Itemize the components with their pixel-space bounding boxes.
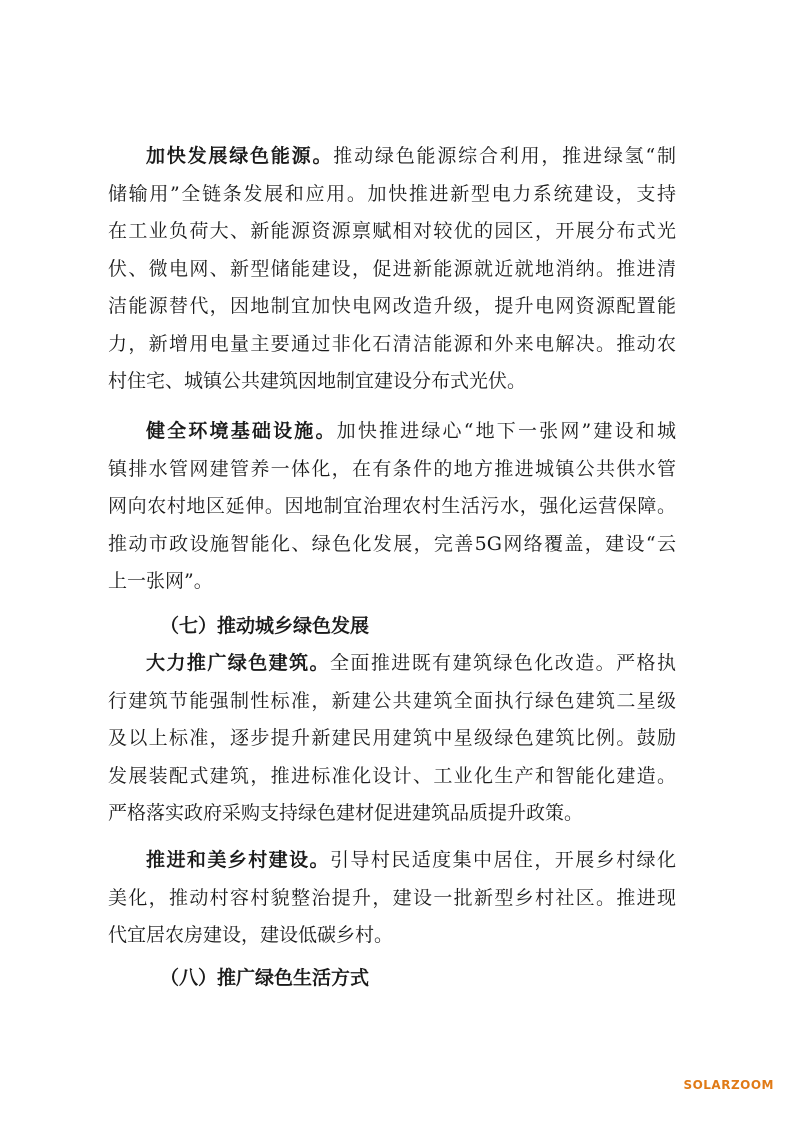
paragraph-lead: 加快发展绿色能源。 bbox=[146, 145, 334, 167]
paragraph-line: 美化，推动村容村貌整治提升，建设一批新型乡村社区。推进现 bbox=[108, 886, 676, 909]
paragraph-line: 及以上标准，逐步提升新建民用建筑中星级绿色建筑比例。鼓励 bbox=[108, 727, 676, 749]
paragraph-line: 上一张网”。 bbox=[108, 570, 213, 592]
paragraph-lead: 推进和美乡村建设。 bbox=[146, 849, 330, 871]
paragraph-rural-construction bbox=[108, 842, 676, 955]
paragraph-line: 洁能源替代，因地制宜加快电网改造升级，提升电网资源配置能 bbox=[108, 295, 676, 317]
paragraph-line: 储输用”全链条发展和应用。加快推进新型电力系统建设，支持 bbox=[108, 182, 676, 205]
paragraph-line: 村住宅、城镇公共建筑因地制宜建设分布式光伏。 bbox=[108, 370, 527, 392]
paragraph-lead: 健全环境基础设施。 bbox=[146, 420, 337, 442]
paragraph-line: 在工业负荷大、新能源资源禀赋相对较优的园区，开展分布式光 bbox=[108, 220, 676, 242]
paragraph-line: 镇排水管网建管养一体化，在有条件的地方推进城镇公共供水管 bbox=[108, 457, 676, 480]
paragraph-green-energy bbox=[108, 138, 676, 401]
paragraph-lead: 大力推广绿色建筑。 bbox=[146, 652, 330, 674]
paragraph-environment-infrastructure bbox=[108, 413, 676, 601]
paragraph-line: 严格落实政府采购支持绿色建材促进建筑品质提升政策。 bbox=[108, 802, 584, 824]
paragraph-line: 推动市政设施智能化、绿色化发展，完善5G网络覆盖，建设“云 bbox=[108, 532, 676, 555]
section-heading-7: （七）推动城乡绿色发展 bbox=[160, 615, 370, 637]
paragraph-green-buildings bbox=[108, 645, 676, 833]
section-heading-8: （八）推广绿色生活方式 bbox=[160, 967, 370, 989]
paragraph-line: 力，新增用电量主要通过非化石清洁能源和外来电解决。推动农 bbox=[108, 332, 676, 355]
paragraph-line: 伏、微电网、新型储能建设，促进新能源就近就地消纳。推进清 bbox=[108, 257, 676, 280]
paragraph-line: 推进和美乡村建设。引导村民适度集中居住，开展乡村绿化 bbox=[146, 849, 676, 871]
paragraph-line: 网向农村地区延伸。因地制宜治理农村生活污水，强化运营保障。 bbox=[108, 495, 676, 517]
paragraph-line: 行建筑节能强制性标准，新建公共建筑全面执行绿色建筑二星级 bbox=[108, 689, 676, 712]
paragraph-line: 大力推广绿色建筑。全面推进既有建筑绿色化改造。严格执 bbox=[146, 652, 676, 674]
paragraph-line: 加快发展绿色能源。推动绿色能源综合利用，推进绿氢“制 bbox=[146, 145, 676, 167]
paragraph-line: 代宜居农房建设，建设低碳乡村。 bbox=[108, 924, 394, 946]
paragraph-line: 健全环境基础设施。加快推进绿心“地下一张网”建设和城 bbox=[146, 420, 676, 442]
watermark-logo: SOLARZOOM bbox=[683, 1078, 774, 1092]
paragraph-line: 发展装配式建筑，推进标准化设计、工业化生产和智能化建造。 bbox=[108, 764, 676, 787]
